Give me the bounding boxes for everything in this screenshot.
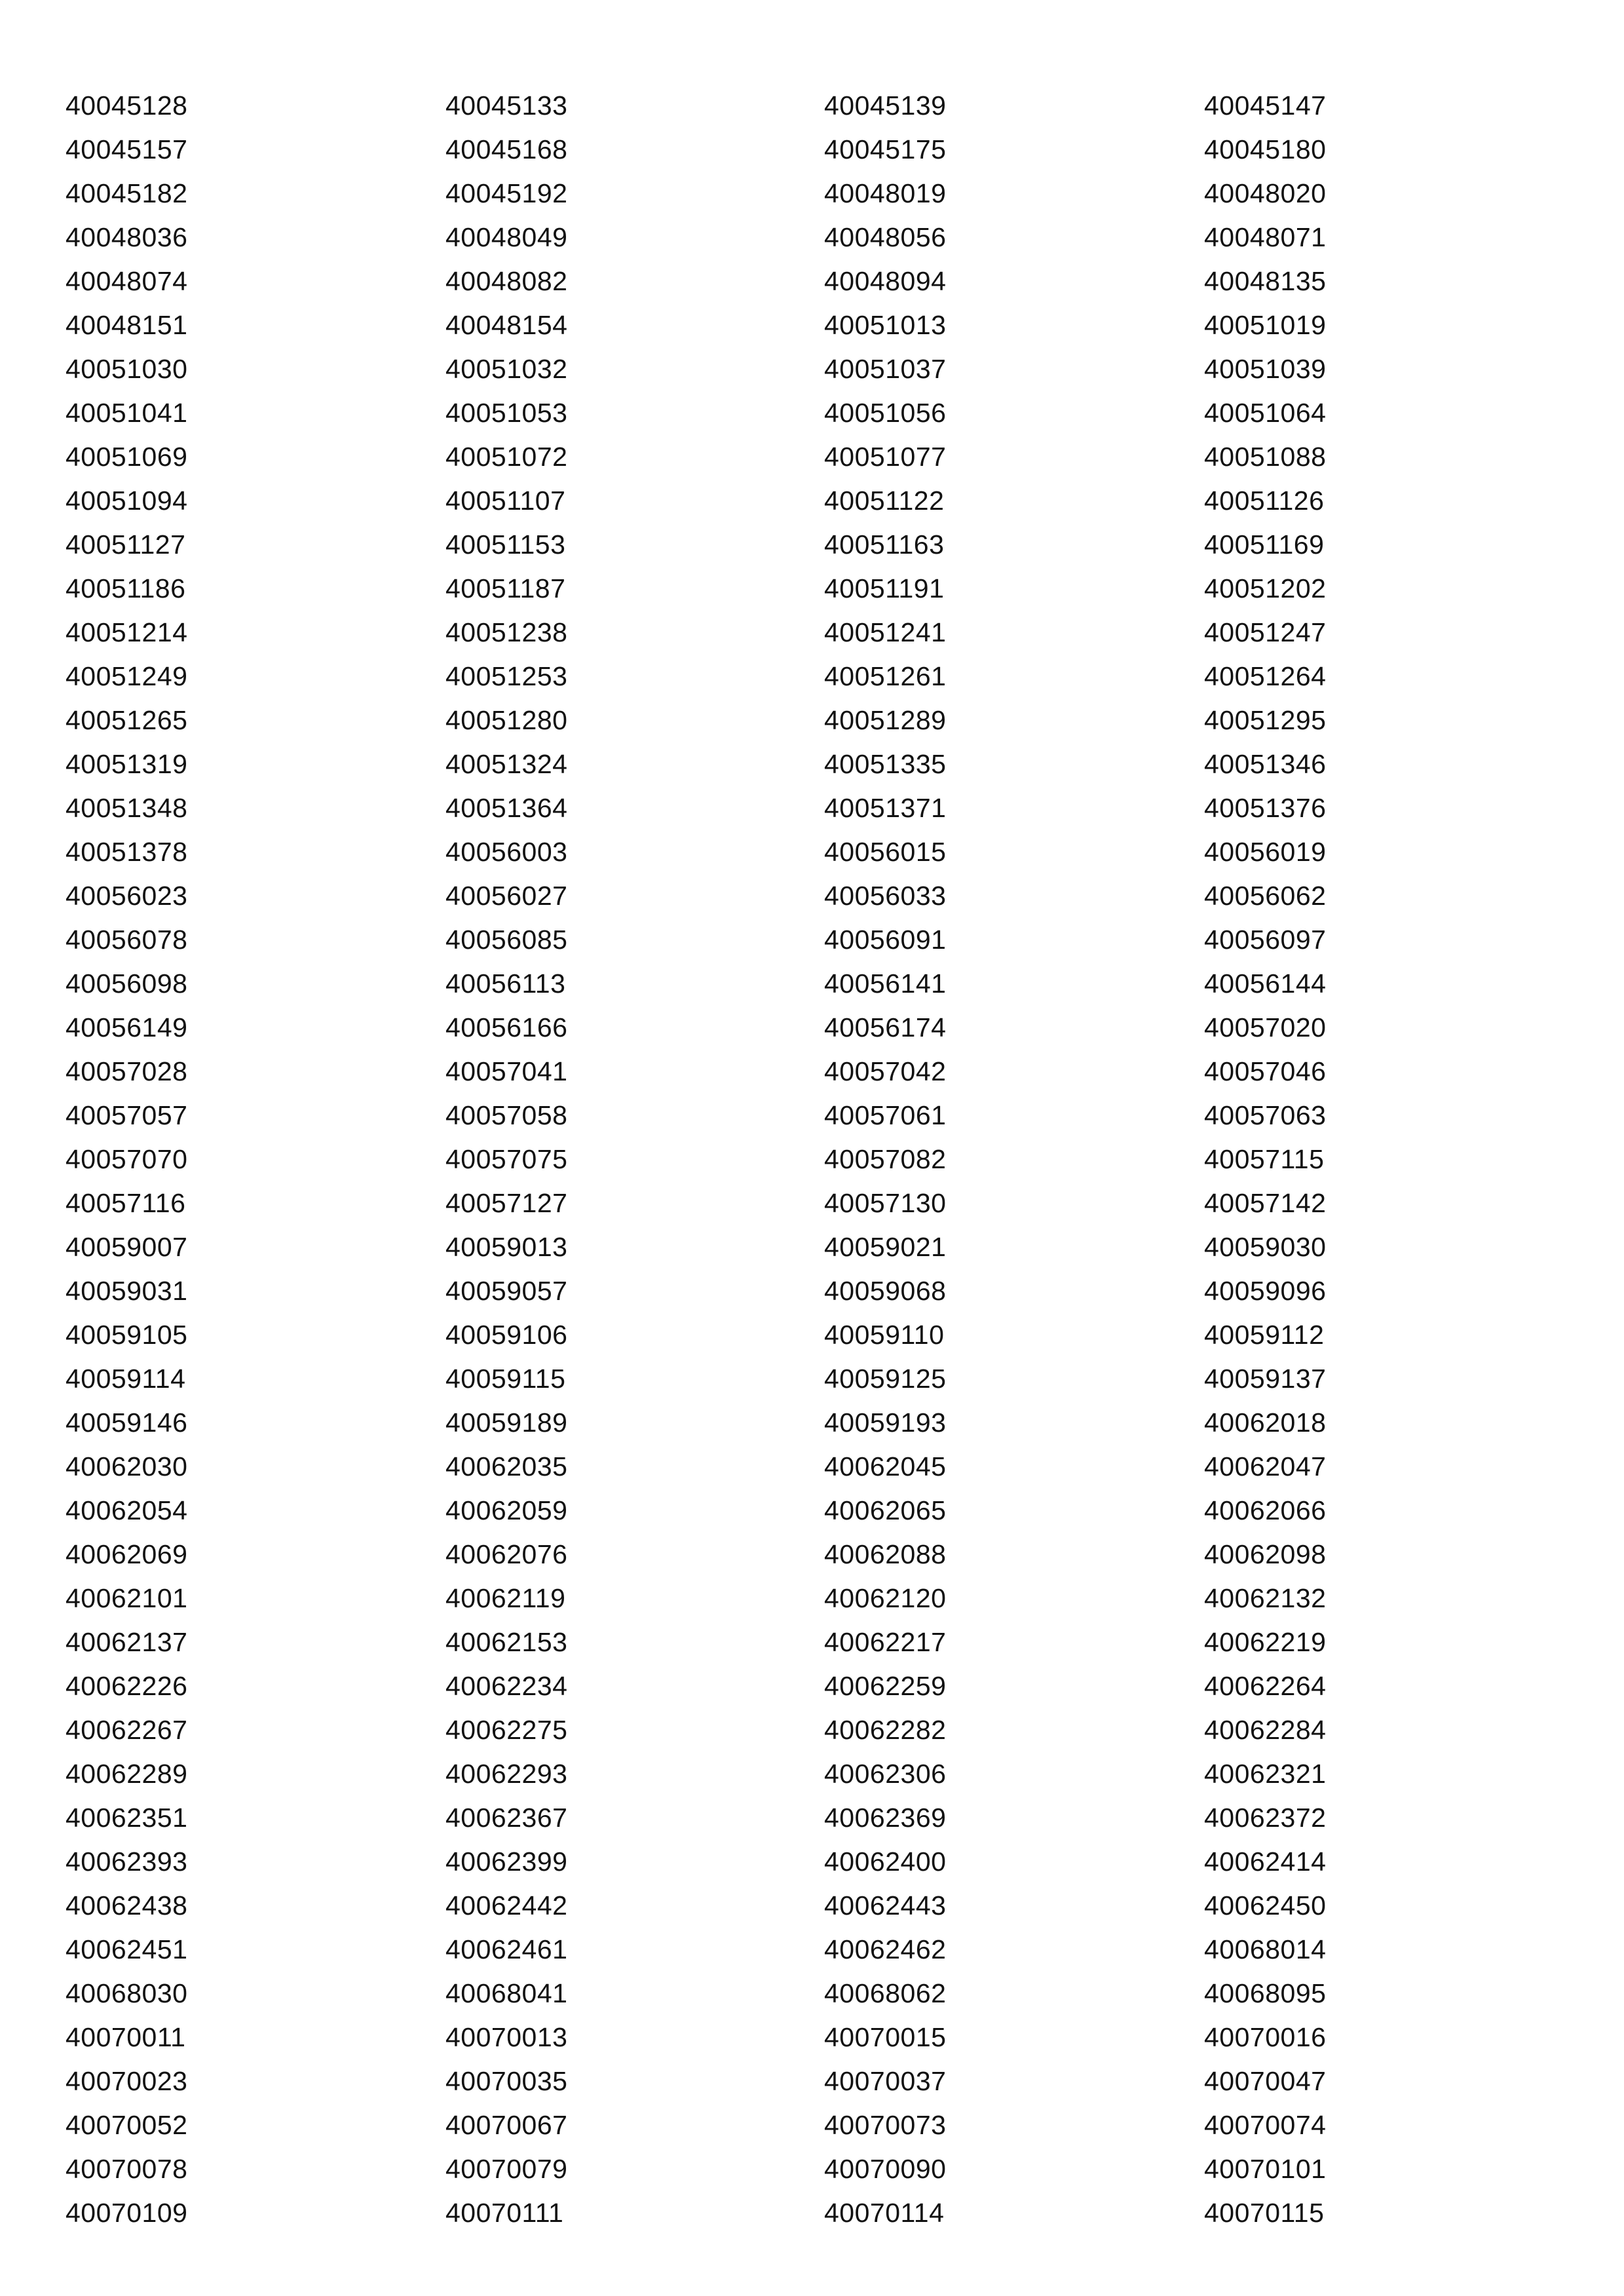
id-number-cell: 40057058	[445, 1100, 568, 1130]
id-row	[66, 1796, 1572, 1840]
id-number-cell: 40057042	[824, 1056, 947, 1086]
id-number-cell: 40051238	[445, 617, 568, 647]
id-number-cell: 40062393	[66, 1846, 188, 1877]
id-number-cell: 40062443	[824, 1890, 947, 1921]
id-row	[66, 1181, 1572, 1225]
id-number-cell: 40070023	[66, 2066, 188, 2096]
id-number-grid	[66, 84, 1572, 2235]
id-row	[66, 2059, 1572, 2103]
id-number-cell: 40062264	[1204, 1671, 1327, 1701]
id-number-cell: 40051187	[445, 573, 566, 603]
id-number-cell: 40051324	[445, 749, 568, 779]
id-row	[66, 2103, 1572, 2147]
id-row	[66, 1050, 1572, 1094]
id-row	[66, 1313, 1572, 1357]
id-number-cell: 40045157	[66, 134, 188, 164]
id-number-cell: 40051032	[445, 354, 568, 384]
id-number-cell: 40051019	[1204, 310, 1327, 340]
id-row	[66, 479, 1572, 523]
id-number-cell: 40062069	[66, 1539, 188, 1569]
id-number-cell: 40059057	[445, 1276, 568, 1306]
id-number-cell: 40059105	[66, 1320, 188, 1350]
id-number-cell: 40059112	[1204, 1320, 1325, 1350]
id-number-cell: 40070109	[66, 2198, 188, 2228]
id-number-cell: 40062132	[1204, 1583, 1327, 1613]
id-number-cell: 40051056	[824, 398, 947, 428]
id-number-cell: 40062054	[66, 1495, 188, 1525]
id-number-cell: 40062306	[824, 1759, 947, 1789]
id-number-cell: 40045180	[1204, 134, 1327, 164]
id-row	[66, 830, 1572, 874]
id-number-cell: 40051094	[66, 486, 188, 516]
id-number-cell: 40062137	[66, 1627, 188, 1657]
id-number-cell: 40070052	[66, 2110, 188, 2140]
id-row	[66, 698, 1572, 742]
id-number-cell: 40062217	[824, 1627, 947, 1657]
id-number-cell: 40051346	[1204, 749, 1327, 779]
id-number-cell: 40051214	[66, 617, 188, 647]
id-row	[66, 172, 1572, 216]
id-row	[66, 1357, 1572, 1401]
id-row	[66, 786, 1572, 830]
id-number-cell: 40057070	[66, 1144, 188, 1174]
id-number-cell: 40068062	[824, 1978, 947, 2008]
id-number-cell: 40056078	[66, 925, 188, 955]
id-number-cell: 40057063	[1204, 1100, 1327, 1130]
id-number-cell: 40062065	[824, 1495, 947, 1525]
id-number-cell: 40051261	[824, 661, 947, 691]
id-row	[66, 303, 1572, 347]
id-row	[66, 655, 1572, 698]
id-number-cell: 40045139	[824, 90, 947, 121]
id-row	[66, 2016, 1572, 2059]
id-number-cell: 40051371	[824, 793, 947, 823]
id-number-cell: 40062153	[445, 1627, 568, 1657]
id-row	[66, 435, 1572, 479]
id-number-cell: 40051077	[824, 442, 947, 472]
id-number-cell: 40062282	[824, 1715, 947, 1745]
id-number-cell: 40048094	[824, 266, 947, 296]
id-number-cell: 40051186	[66, 573, 186, 603]
id-row	[66, 1401, 1572, 1445]
id-number-cell: 40062045	[824, 1451, 947, 1482]
id-number-cell: 40068014	[1204, 1934, 1327, 1964]
id-number-cell: 40062351	[66, 1803, 188, 1833]
id-number-cell: 40070074	[1204, 2110, 1327, 2140]
id-number-cell: 40057046	[1204, 1056, 1327, 1086]
id-number-cell: 40056174	[824, 1012, 947, 1043]
id-number-cell: 40062076	[445, 1539, 568, 1569]
id-number-cell: 40070015	[824, 2022, 947, 2052]
id-number-cell: 40057057	[66, 1100, 188, 1130]
id-number-cell: 40051013	[824, 310, 947, 340]
id-number-cell: 40051041	[66, 398, 188, 428]
id-number-cell: 40059106	[445, 1320, 568, 1350]
id-number-cell: 40051127	[66, 529, 186, 560]
id-number-cell: 40057127	[445, 1188, 568, 1218]
id-number-cell: 40070035	[445, 2066, 568, 2096]
id-number-cell: 40051289	[824, 705, 947, 735]
id-number-cell: 40062399	[445, 1846, 568, 1877]
id-number-cell: 40062461	[445, 1934, 568, 1964]
id-row	[66, 1840, 1572, 1884]
id-number-cell: 40062030	[66, 1451, 188, 1482]
id-row	[66, 1533, 1572, 1577]
id-number-cell: 40048074	[66, 266, 188, 296]
id-number-cell: 40059096	[1204, 1276, 1327, 1306]
id-row	[66, 1884, 1572, 1928]
id-number-cell: 40062369	[824, 1803, 947, 1833]
id-number-cell: 40056091	[824, 925, 947, 955]
id-number-cell: 40051249	[66, 661, 188, 691]
id-number-cell: 40051364	[445, 793, 568, 823]
id-number-cell: 40070101	[1204, 2154, 1327, 2184]
id-number-cell: 40056097	[1204, 925, 1327, 955]
id-number-cell: 40059146	[66, 1407, 188, 1438]
id-number-cell: 40051202	[1204, 573, 1327, 603]
id-row	[66, 567, 1572, 611]
id-number-cell: 40045175	[824, 134, 947, 164]
id-row	[66, 391, 1572, 435]
id-row	[66, 523, 1572, 567]
id-number-cell: 40056085	[445, 925, 568, 955]
id-number-cell: 40051376	[1204, 793, 1327, 823]
id-row	[66, 1006, 1572, 1050]
id-number-cell: 40062284	[1204, 1715, 1327, 1745]
id-number-cell: 40057028	[66, 1056, 188, 1086]
id-number-cell: 40068030	[66, 1978, 188, 2008]
id-number-cell: 40048135	[1204, 266, 1327, 296]
id-number-cell: 40062101	[66, 1583, 188, 1613]
id-number-cell: 40059110	[824, 1320, 945, 1350]
id-number-cell: 40070016	[1204, 2022, 1327, 2052]
id-number-cell: 40070114	[824, 2198, 945, 2228]
id-number-cell: 40051072	[445, 442, 568, 472]
id-number-cell: 40057130	[824, 1188, 947, 1218]
id-number-cell: 40045192	[445, 178, 568, 208]
id-number-cell: 40056015	[824, 837, 947, 867]
id-number-cell: 40062267	[66, 1715, 188, 1745]
id-number-cell: 40051163	[824, 529, 945, 560]
id-number-cell: 40062059	[445, 1495, 568, 1525]
id-number-cell: 40070067	[445, 2110, 568, 2140]
id-row	[66, 1752, 1572, 1796]
id-number-cell: 40057020	[1204, 1012, 1327, 1043]
id-row	[66, 1664, 1572, 1708]
id-row	[66, 1928, 1572, 1972]
id-number-cell: 40068041	[445, 1978, 568, 2008]
id-row	[66, 1620, 1572, 1664]
id-number-cell: 40051053	[445, 398, 568, 428]
id-number-cell: 40059013	[445, 1232, 568, 1262]
id-row	[66, 1972, 1572, 2016]
id-number-cell: 40051030	[66, 354, 188, 384]
id-number-cell: 40062098	[1204, 1539, 1327, 1569]
id-number-cell: 40057116	[66, 1188, 186, 1218]
id-number-cell: 40045128	[66, 90, 188, 121]
id-number-cell: 40051153	[445, 529, 566, 560]
id-number-cell: 40062414	[1204, 1846, 1327, 1877]
id-row	[66, 1489, 1572, 1533]
id-number-cell: 40062462	[824, 1934, 947, 1964]
id-number-cell: 40051253	[445, 661, 568, 691]
id-number-cell: 40062400	[824, 1846, 947, 1877]
id-number-cell: 40059068	[824, 1276, 947, 1306]
id-number-cell: 40051295	[1204, 705, 1327, 735]
id-number-cell: 40057061	[824, 1100, 947, 1130]
id-number-cell: 40070079	[445, 2154, 568, 2184]
id-row	[66, 2191, 1572, 2235]
id-number-cell: 40062219	[1204, 1627, 1327, 1657]
id-number-cell: 40062321	[1204, 1759, 1327, 1789]
id-number-cell: 40062047	[1204, 1451, 1327, 1482]
id-number-cell: 40051126	[1204, 486, 1325, 516]
id-number-cell: 40070013	[445, 2022, 568, 2052]
id-row	[66, 1445, 1572, 1489]
id-number-cell: 40070078	[66, 2154, 188, 2184]
id-number-cell: 40051191	[824, 573, 945, 603]
id-number-cell: 40051088	[1204, 442, 1327, 472]
id-number-cell: 40051069	[66, 442, 188, 472]
id-row	[66, 128, 1572, 172]
id-row	[66, 216, 1572, 259]
id-number-cell: 40051169	[1204, 529, 1325, 560]
id-row	[66, 1708, 1572, 1752]
id-row	[66, 1138, 1572, 1181]
id-number-cell: 40059007	[66, 1232, 188, 1262]
id-number-cell: 40048071	[1204, 222, 1327, 252]
id-number-cell: 40048151	[66, 310, 188, 340]
id-number-cell: 40048019	[824, 178, 947, 208]
id-number-cell: 40062293	[445, 1759, 568, 1789]
id-number-cell: 40070090	[824, 2154, 947, 2184]
id-number-cell: 40048056	[824, 222, 947, 252]
id-number-cell: 40062120	[824, 1583, 947, 1613]
id-number-cell: 40051348	[66, 793, 188, 823]
id-row	[66, 2147, 1572, 2191]
id-number-cell: 40056166	[445, 1012, 568, 1043]
id-number-cell: 40062372	[1204, 1803, 1327, 1833]
id-number-cell: 40045147	[1204, 90, 1327, 121]
id-number-cell: 40062367	[445, 1803, 568, 1833]
id-row	[66, 1269, 1572, 1313]
id-row	[66, 84, 1572, 128]
id-number-cell: 40056027	[445, 881, 568, 911]
id-row	[66, 347, 1572, 391]
id-number-cell: 40070047	[1204, 2066, 1327, 2096]
id-number-cell: 40051378	[66, 837, 188, 867]
id-number-cell: 40056062	[1204, 881, 1327, 911]
id-number-cell: 40059137	[1204, 1364, 1327, 1394]
id-number-cell: 40056003	[445, 837, 568, 867]
id-number-cell: 40062234	[445, 1671, 568, 1701]
id-row	[66, 259, 1572, 303]
id-number-cell: 40048154	[445, 310, 568, 340]
id-row	[66, 918, 1572, 962]
id-number-cell: 40057082	[824, 1144, 947, 1174]
id-number-cell: 40062275	[445, 1715, 568, 1745]
id-number-cell: 40051319	[66, 749, 188, 779]
id-number-cell: 40062442	[445, 1890, 568, 1921]
id-number-cell: 40070011	[66, 2022, 186, 2052]
id-number-cell: 40059114	[66, 1364, 186, 1394]
id-number-cell: 40051037	[824, 354, 947, 384]
id-number-cell: 40059125	[824, 1364, 947, 1394]
id-number-cell: 40059189	[445, 1407, 568, 1438]
id-row	[66, 874, 1572, 918]
id-number-cell: 40062259	[824, 1671, 947, 1701]
id-row	[66, 1577, 1572, 1620]
id-row	[66, 611, 1572, 655]
id-number-cell: 40056033	[824, 881, 947, 911]
id-number-cell: 40056144	[1204, 968, 1327, 999]
id-number-cell: 40062289	[66, 1759, 188, 1789]
id-number-cell: 40062438	[66, 1890, 188, 1921]
id-number-cell: 40070037	[824, 2066, 947, 2096]
id-number-cell: 40062226	[66, 1671, 188, 1701]
id-number-cell: 40070073	[824, 2110, 947, 2140]
id-number-cell: 40045133	[445, 90, 568, 121]
id-number-cell: 40048082	[445, 266, 568, 296]
id-number-cell: 40048020	[1204, 178, 1327, 208]
id-row	[66, 1225, 1572, 1269]
id-number-cell: 40056023	[66, 881, 188, 911]
id-number-cell: 40056098	[66, 968, 188, 999]
id-number-cell: 40062066	[1204, 1495, 1327, 1525]
id-number-cell: 40056019	[1204, 837, 1327, 867]
id-number-cell: 40057075	[445, 1144, 568, 1174]
id-number-cell: 40068095	[1204, 1978, 1327, 2008]
id-number-cell: 40051241	[824, 617, 947, 647]
id-number-cell: 40062119	[445, 1583, 566, 1613]
id-number-cell: 40051265	[66, 705, 188, 735]
id-row	[66, 1094, 1572, 1138]
id-number-cell: 40062451	[66, 1934, 188, 1964]
id-number-cell: 40045182	[66, 178, 188, 208]
id-number-cell: 40051064	[1204, 398, 1327, 428]
id-number-cell: 40056149	[66, 1012, 188, 1043]
id-number-cell: 40062018	[1204, 1407, 1327, 1438]
id-number-cell: 40062450	[1204, 1890, 1327, 1921]
id-number-cell: 40048049	[445, 222, 568, 252]
id-number-cell: 40048036	[66, 222, 188, 252]
id-row	[66, 962, 1572, 1006]
id-number-cell: 40051107	[445, 486, 566, 516]
id-number-cell: 40051039	[1204, 354, 1327, 384]
id-number-cell: 40057142	[1204, 1188, 1327, 1218]
id-number-cell: 40070115	[1204, 2198, 1325, 2228]
id-number-cell: 40057041	[445, 1056, 568, 1086]
id-number-cell: 40059115	[445, 1364, 566, 1394]
id-number-cell: 40056113	[445, 968, 566, 999]
id-number-cell: 40051247	[1204, 617, 1327, 647]
id-number-cell: 40051264	[1204, 661, 1327, 691]
id-number-cell: 40056141	[824, 968, 947, 999]
id-row	[66, 742, 1572, 786]
id-number-cell: 40059031	[66, 1276, 188, 1306]
id-number-cell: 40051280	[445, 705, 568, 735]
id-number-cell: 40057115	[1204, 1144, 1325, 1174]
id-number-cell: 40059021	[824, 1232, 947, 1262]
id-number-cell: 40059030	[1204, 1232, 1327, 1262]
id-number-cell: 40062088	[824, 1539, 947, 1569]
id-number-cell: 40051122	[824, 486, 945, 516]
id-number-cell: 40062035	[445, 1451, 568, 1482]
id-number-cell: 40045168	[445, 134, 568, 164]
id-number-cell: 40059193	[824, 1407, 947, 1438]
id-number-cell: 40051335	[824, 749, 947, 779]
id-number-cell: 40070111	[445, 2198, 564, 2228]
